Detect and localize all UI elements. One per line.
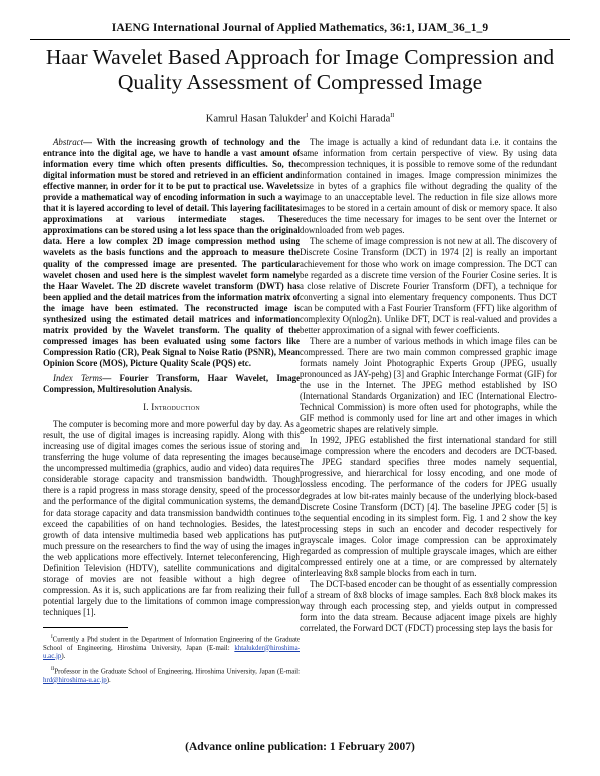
footnote-1-email-link[interactable]: khtalukder@hiroshima-u.ac.jp: [43, 644, 300, 660]
footnote-1-tail: ).: [61, 652, 66, 660]
footnote-1-text: Currently a Phd student in the Department of Information Engineering of the Graduate School of Engineering, Hiroshima University, Japan (E-mail:: [43, 636, 300, 652]
abstract-label: Abstract: [53, 137, 84, 147]
paper-title: Haar Wavelet Based Approach for Image Compression and Quality Assessment of Compressed Image: [45, 45, 555, 94]
index-terms-dash: —: [102, 372, 120, 383]
author-2: Koichi Harada: [328, 113, 391, 125]
abstract-text: With the increasing growth of technology and the entrance into the digital age, we have to handle a vast amount of information every time which often presents difficulties. So, the digital information must be stored and retrieved in an efficient and effective manner, in order for it to be put to practical use. Wavelets provide a mathematical way of encoding information in such a way that it is layered according to level of detail. This layering facilitates approximations at various intermediate stages. These approximations can be stored using a lot less space than the original data. Here a low complex 2D image compression method using wavelets as the basis functions and the approach to measure the quality of the compressed image are presented. The particular wavelet chosen and used here is the simplest wavelet form namely the Haar Wavelet. The 2D discrete wavelet transform (DWT) has been applied and the detail matrices from the information matrix of the image have been estimated. The reconstructed image is synthesized using the estimated detail matrices and information matrix provided by the Wavelet transform. The quality of the compressed images has been evaluated using some factors like Compression Ratio (CR), Peak Signal to Noise Ratio (PSNR), Mean Opinion Score (MOS), Picture Quality Scale (PQS) etc.: [43, 137, 300, 368]
section-number: I.: [143, 402, 149, 413]
paragraph-jpeg-standard: In 1992, JPEG established the first international standard for still image compression where the encoders and decoders are DCT-based. The JPEG standard specifies three modes namely sequential, progressive, and hierarchical for lossy encoding, and one mode of lossless encoding. The performance of the coders for JPEG usually degrades at low bit-rates mainly because of the underlying block-based Discrete Cosine Transform (DCT) [4]. The baseline JPEG coder [5] is the sequential encoding in its simplest form. Fig. 1 and 2 show the key processing steps in such an encoder and decoder respectively for grayscale images. Color image compression can be approximately regarded as compression of multiple grayscale images, which are either compressed entirely one at a time, or are compressed by alternately interleaving 8x8 sample blocks from each in turn.: [300, 435, 557, 578]
section-heading-introduction: [43, 402, 300, 413]
index-terms-label: Index Terms: [53, 372, 103, 383]
index-terms-text: Fourier Transform, Haar Wavelet, Image Compression, Multiresolution Analysis.: [43, 372, 301, 395]
right-column: [300, 137, 557, 634]
intro-paragraph: The computer is becoming more and more powerful day by day. As a result, the use of digital images is increasing rapidly. Along with this increasing use of digital images comes the serious issue of storing and transferring the huge volume of data representing the images because the uncompressed multimedia (graphics, audio and video) data requires considerable storage capacity and transmission bandwidth. Though there is a rapid progress in mass storage density, speed of the processor and the performance of the digital communication systems, the demand for data storage capacity and data transmission bandwidth continues to exceed the capabilities of on hand technologies. Besides, the latest growth of data intensive multimedia based web applications has put much pressure on the researchers to find the way of using the images in the web applications more effectively. Internet teleconferencing, High Definition Television (HDTV), satellite communications and digital storage of movies are not feasible without a high degree of compression. As it is, such applications are far from realizing their full potential largely due to the limitations of common image compression techniques [1].: [43, 419, 300, 617]
abstract-dash: —: [83, 137, 97, 147]
footnote-1: [43, 634, 300, 661]
author-line: [0, 113, 600, 125]
footnote-2-email-link[interactable]: hrd@hiroshima-u.ac.jp: [43, 676, 107, 684]
journal-header: IAENG International Journal of Applied Mathematics, 36:1, IJAM_36_1_9: [111, 22, 489, 34]
section-title: Introduction: [151, 402, 200, 413]
paragraph-dct-encoder: The DCT-based encoder can be thought of as essentially compression of a stream of 8x8 blocks of image samples. Each 8x8 block makes its way through each processing step, and yields output in compressed form into the data stream. Because adjacent image pixels are highly correlated, the Forward DCT (FDCT) processing step lays the basis for: [300, 578, 557, 634]
abstract: [43, 137, 300, 369]
author-1-footnote-mark[interactable]: I: [306, 113, 309, 119]
index-terms: [43, 373, 300, 395]
footnote-2: [43, 666, 300, 685]
paragraph-redundant-data: The image is actually a kind of redundant data i.e. it contains the same information from certain perspective of view. By using data compression techniques, it is possible to remove some of the redundant information contained in images. Image compression minimizes the size in bytes of a graphics file without degrading the quality of the image to an unacceptable level. The reduction in file size allows more images to be stored in a certain amount of disk or memory space. It also reduces the time necessary for images to be sent over the Internet or downloaded from web pages.: [300, 137, 557, 236]
header-rule: [30, 39, 570, 40]
author-connector: and: [308, 113, 329, 125]
author-1: Kamrul Hasan Talukder: [205, 113, 307, 125]
footnote-2-tail: ).: [106, 676, 111, 684]
paragraph-dct-history: The scheme of image compression is not new at all. The discovery of Discrete Cosine Transform (DCT) in 1974 [2] is really an important achievement for those who work on image compression. The DCT can be regarded as a discrete time version of the Fourier Cosine series. It is a close relative of Discrete Fourier Transform (DFT), a technique for converting a signal into elementary frequency components. Thus DCT can be computed with a Fast Fourier Transform (FFT) like algorithm of complexity O(nlog2n). Unlike DFT, DCT is real-valued and provides a better approximation of a signal with fewer coefficients.: [300, 236, 557, 335]
paragraph-compression-formats: There are a number of various methods in which image files can be compressed. There are two main common compressed graphic image formats namely Joint Photographic Experts Group (JPEG, usually pronounced as JAY-pehg) [3] and Graphic Interchange Format (GIF) for the use in the Internet. The JPEG method established by ISO (International Standards Organization) and IEC (International Electro-Technical Commission) is more often used for photographs, while the GIF method is commonly used for line art and other images in which geometric shapes are relatively simple.: [300, 335, 557, 435]
publication-footer: (Advance online publication: 1 February 2007): [185, 741, 415, 753]
footnote-2-text: Professor in the Graduate School of Engineering, Hiroshima University, Japan (E-mail:: [54, 668, 300, 676]
footnote-rule: [43, 627, 128, 628]
left-column: [43, 137, 300, 690]
author-2-footnote-mark[interactable]: II: [390, 113, 395, 119]
footnote-1-mark: I: [51, 634, 53, 640]
footnote-2-mark: II: [51, 667, 55, 673]
